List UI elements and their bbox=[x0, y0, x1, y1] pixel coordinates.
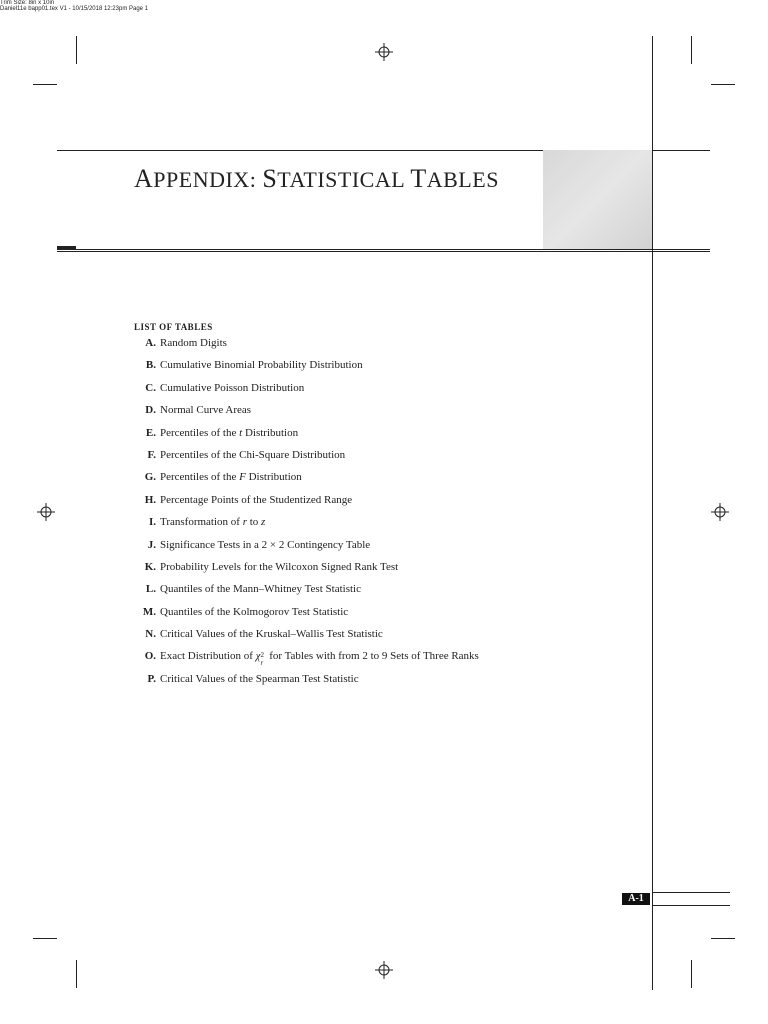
crop-mark-bottom-left-v bbox=[76, 960, 77, 988]
page-number-rule-2 bbox=[652, 905, 730, 906]
page-number: A-1 bbox=[622, 893, 650, 905]
list-heading: LIST OF TABLES bbox=[134, 322, 213, 332]
crop-mark-top-right-h bbox=[711, 84, 735, 85]
list-item: I. Transformation of r to z bbox=[148, 516, 266, 529]
list-item: C. Cumulative Poisson Distribution bbox=[145, 381, 305, 394]
list-item: B. Cumulative Binomial Probability Distribution bbox=[145, 359, 363, 372]
page-title: APPENDIX: STATISTICAL TABLES bbox=[134, 164, 499, 193]
registration-mark-icon bbox=[37, 503, 55, 521]
chapter-tab-block bbox=[543, 150, 652, 250]
crop-mark-top-right-v bbox=[691, 36, 692, 64]
tables-list bbox=[134, 335, 554, 693]
header-bottom-rule bbox=[57, 249, 710, 250]
list-item: G. Percentiles of the F Distribution bbox=[144, 471, 302, 484]
list-item: F. Percentiles of the Chi-Square Distribution bbox=[147, 448, 346, 461]
list-item: K. Probability Levels for the Wilcoxon Signed Rank Test bbox=[144, 560, 399, 573]
crop-mark-top-left-v bbox=[76, 36, 77, 64]
list-item: A. Random Digits bbox=[145, 337, 227, 349]
list-item: E. Percentiles of the t Distribution bbox=[145, 426, 299, 439]
registration-mark-icon bbox=[375, 961, 393, 979]
list-item: O. Exact Distribution of χ 2 r for Tables with from 2 to 9 Sets of Three Ranks bbox=[144, 650, 479, 667]
page-number-rule bbox=[652, 892, 730, 893]
registration-mark-icon bbox=[375, 43, 393, 61]
list-item: L. Quantiles of the Mann–Whitney Test Statistic bbox=[145, 583, 361, 596]
list-item: N. Critical Values of the Kruskal–Wallis Test Statistic bbox=[145, 628, 383, 641]
header-bottom-rule-2 bbox=[57, 251, 710, 252]
slug-right: Daniel11e bapp01.tex V1 - 10/15/2018 12:23pm Page 1 bbox=[0, 6, 149, 12]
margin-rule bbox=[652, 36, 653, 990]
crop-mark-bottom-left-h bbox=[33, 938, 57, 939]
crop-mark-bottom-right-v bbox=[691, 960, 692, 988]
slug-left: Trim Size: 8in x 10in bbox=[0, 0, 55, 6]
list-item: P. Critical Values of the Spearman Test Statistic bbox=[147, 672, 359, 685]
crop-mark-bottom-right-h bbox=[711, 938, 735, 939]
crop-mark-top-left-h bbox=[33, 84, 57, 85]
registration-mark-icon bbox=[711, 503, 729, 521]
list-item: H. Percentage Points of the Studentized Range bbox=[144, 493, 353, 506]
list-item: M. Quantiles of the Kolmogorov Test Statistic bbox=[142, 605, 349, 618]
list-item: J. Significance Tests in a 2 × 2 Contingency Table bbox=[147, 538, 371, 551]
list-item: D. Normal Curve Areas bbox=[145, 404, 252, 417]
